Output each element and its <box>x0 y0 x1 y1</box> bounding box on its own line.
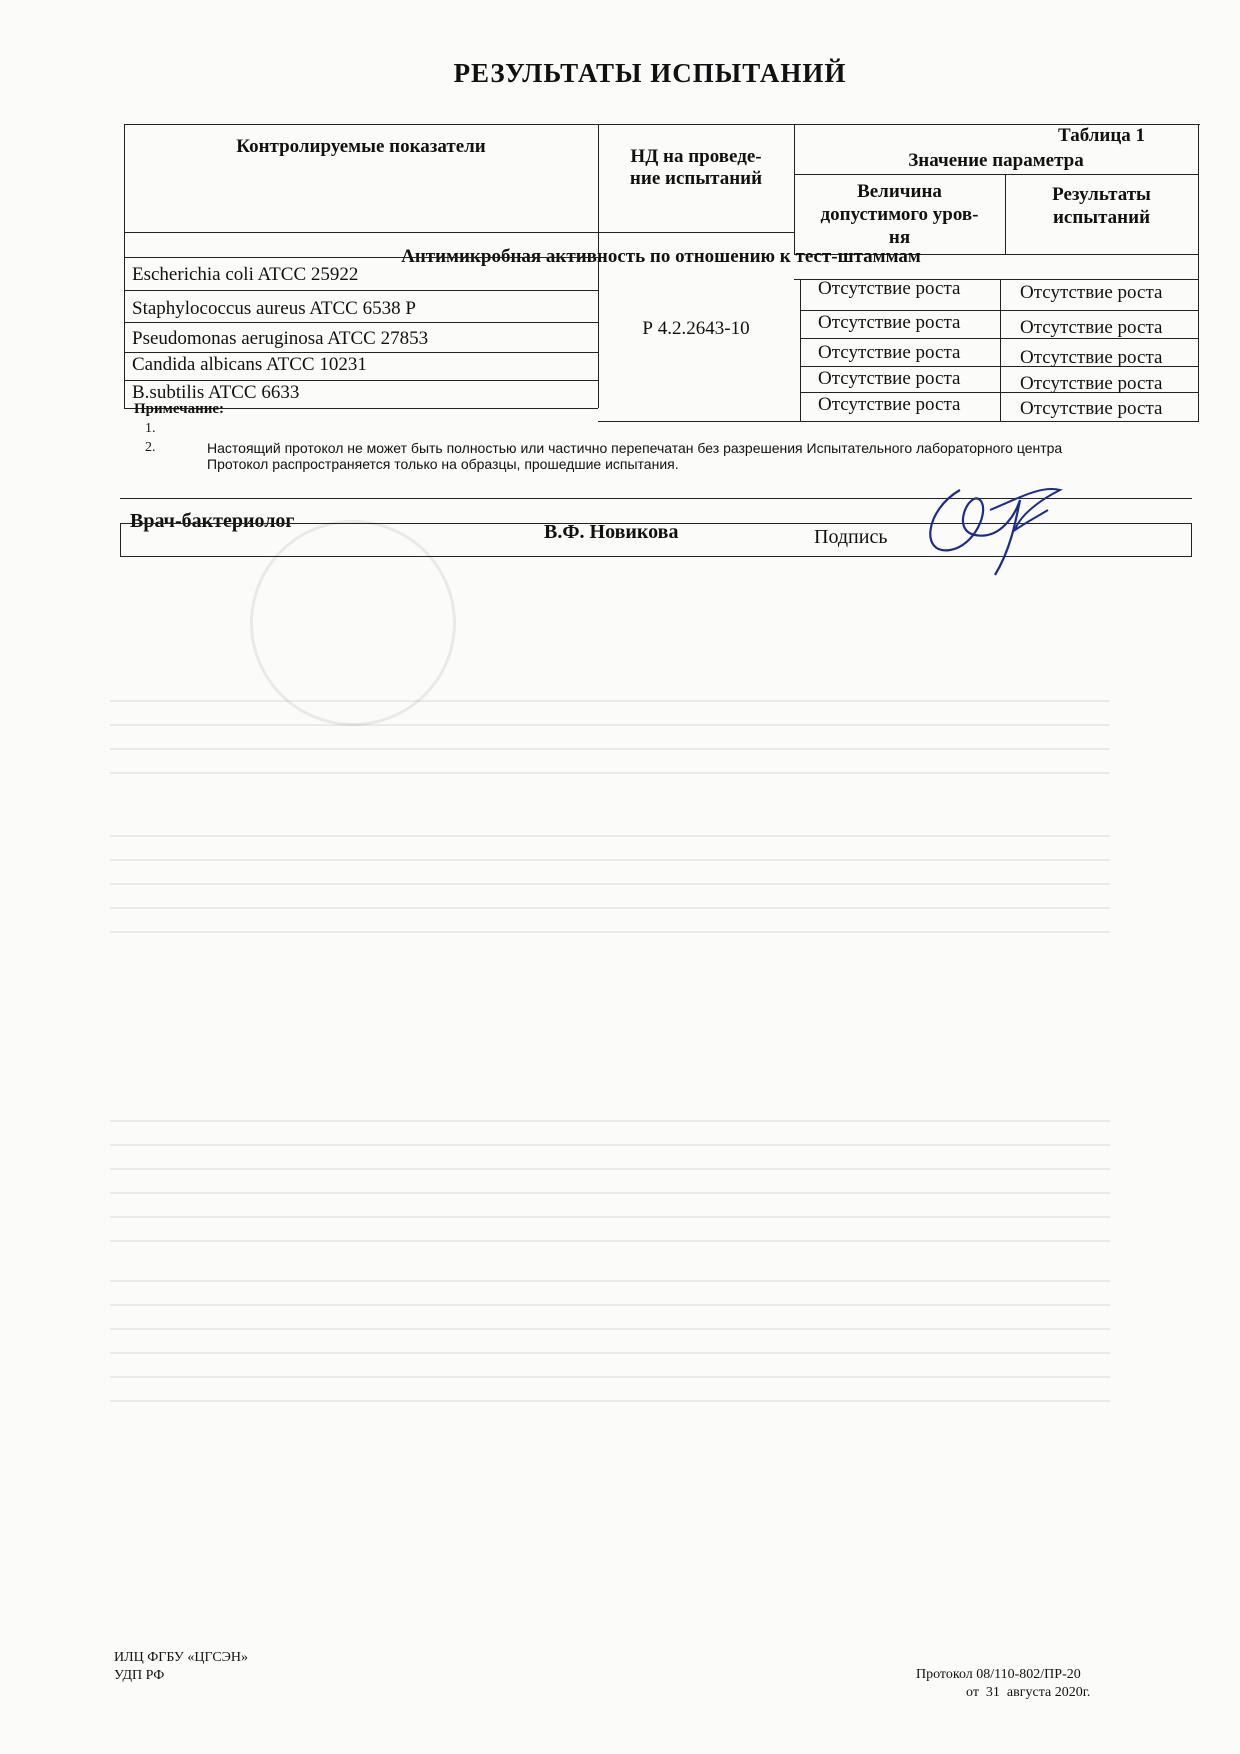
name-row-rule-2 <box>124 322 598 323</box>
table-row-name: Staphylococcus aureus ATCC 6538 P <box>132 298 416 319</box>
header-divider-1 <box>598 124 599 254</box>
note-text: Настоящий протокол не может быть полностью или частично перепечатан без разрешения Испытательного лабораторного центра <box>207 440 1063 456</box>
header-nd-line1: НД на проведе- <box>630 146 762 167</box>
note-text: Протокол распространяется только на образцы, прошедшие испытания. <box>207 456 679 472</box>
param-subheader-rule <box>794 174 1198 175</box>
signature-name: В.Ф. Новикова <box>544 521 679 543</box>
table-border-right <box>1198 124 1199 421</box>
table-row-name: B.subtilis ATCC 6633 <box>132 382 300 403</box>
table-row-allowed: Отсутствие роста <box>818 368 961 389</box>
name-row-rule-1 <box>124 290 598 291</box>
table-row-result: Отсутствие роста <box>1020 398 1163 419</box>
footer-protocol-date: от 31 августа 2020г. <box>966 1685 1091 1700</box>
table-row-result: Отсутствие роста <box>1020 347 1163 368</box>
header-indicators: Контролируемые показатели <box>236 136 486 157</box>
header-param-value: Значение параметра <box>908 150 1084 171</box>
table-row-name: Candida albicans ATCC 10231 <box>132 354 367 375</box>
header-bottom-rule <box>124 232 794 233</box>
signature-position: Врач-бактериолог <box>130 510 295 532</box>
document-title: РЕЗУЛЬТАТЫ ИСПЫТАНИЙ <box>453 58 847 88</box>
table-row-result: Отсутствие роста <box>1020 373 1163 394</box>
header-allowed-line2: допустимого уров- <box>820 204 979 225</box>
footer-org-sub: УДП РФ <box>114 1668 165 1683</box>
footer-org: ИЛЦ ФГБУ «ЦГСЭН» <box>114 1650 249 1665</box>
name-row-rule-4 <box>124 380 598 381</box>
note-number: 2. <box>145 440 156 455</box>
table-border-bottom-right <box>598 421 1199 422</box>
table-row-result: Отсутствие роста <box>1020 282 1163 303</box>
table-border-top <box>124 124 1200 125</box>
table-row-allowed: Отсутствие роста <box>818 342 961 363</box>
table-label: Таблица 1 <box>1058 125 1146 146</box>
notes-heading: Примечание: <box>134 401 225 417</box>
value-row-rule-1 <box>800 310 1198 311</box>
header-nd-line2: ние испытаний <box>629 168 763 189</box>
table-row-allowed: Отсутствие роста <box>818 312 961 333</box>
table-row-allowed: Отсутствие роста <box>818 278 961 299</box>
header-allowed-line3: ня <box>888 227 911 248</box>
allowed-column-left <box>800 279 801 421</box>
footer-protocol-number: Протокол 08/110-802/ПР-20 <box>916 1667 1081 1682</box>
header-results-line1: Результаты <box>1052 184 1151 205</box>
handwritten-signature <box>920 470 1070 580</box>
signature-label: Подпись <box>814 526 888 548</box>
section-title: Антимикробная активность по отношению к тест-штаммам <box>401 246 921 267</box>
header-results-line2: испытаний <box>1052 207 1151 228</box>
note-number: 1. <box>145 421 156 436</box>
test-method: Р 4.2.2643-10 <box>642 318 750 339</box>
table-row-name: Pseudomonas aeruginosa ATCC 27853 <box>132 328 429 349</box>
table-row-result: Отсутствие роста <box>1020 317 1163 338</box>
table-row-allowed: Отсутствие роста <box>818 394 961 415</box>
name-row-rule-3 <box>124 352 598 353</box>
allowed-column-right <box>1000 279 1001 421</box>
table-row-name: Escherichia coli ATCC 25922 <box>132 264 359 285</box>
header-allowed-line1: Величина <box>857 181 942 202</box>
section-bottom-rule <box>124 257 598 258</box>
value-row-rule-2 <box>800 338 1198 339</box>
